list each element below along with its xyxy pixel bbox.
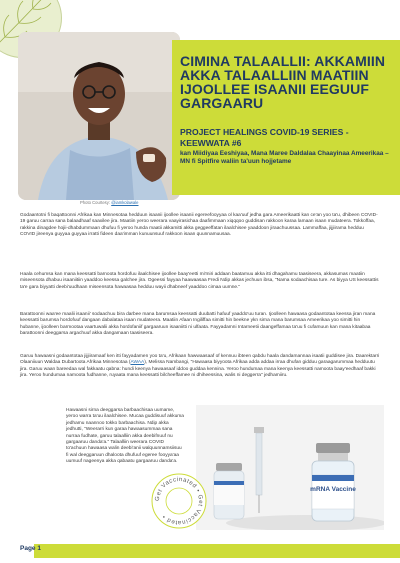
vial-label: mRNA Vaccine	[310, 486, 356, 493]
side-paragraph: Hawaasni sirna deeggarsa barbaachisaa uumame, yeroo warra ta'uu ilaalchisee. Mucaa guddisuuf akkuma jedhamu naannoo tokko barbaachisa. Ndip akka jedhutti, "Weerarri kun garaa hawaasummaa sana nurraa fudhate, garuu talaalliin akka deebifnuuf nu gargaaruu danda'a." Talaalliin weerara COVID to'achuun hawaasa walin deebi'anii walquunnamsiisuu fi wal deeggaruun dhaloota dhufuuf egeree fooyya'aa uumuuf nageenya akka qabaatu gargaaruu danda'a.	[66, 408, 184, 465]
byline: kan Miidiyaa Eeshiyaa, Mana Maree Daldalaa Chaayinaa Ameerikaa – MN fi Spitfire waliin ta'uun hojjetame	[180, 150, 389, 166]
hero-photo	[18, 32, 180, 200]
body-text: ), Melissa Nambangi, "Hawaasa biyyoota Afrikaa adda addaa irraa dhufan gidduu garaagarummaa hedduutu jira. Garuu waan bareedaa wal fakkaatu qabna: hundi keenya hawaasaaf iddoo guddaa kennina. Yeroo hundumaa mana keenya keessatti namoota baay'eedhaaf bakki jira. Yeroo hundumaa namoota fudhanne, ruyaata mana keessatti bilcheeffamee ni dhiheessina, walis ni deggerra" jedhamiiru.	[20, 360, 376, 379]
awaa-link[interactable]: AWAA	[130, 360, 145, 366]
get-vaccinated-stamp	[150, 472, 208, 530]
photo-credit-label: Photo Courtesy:	[80, 200, 112, 205]
vaccinated-man-illustration	[18, 32, 180, 200]
vaccine-vial-image	[196, 405, 384, 530]
photo-credit	[80, 200, 139, 205]
photo-credit-link[interactable]: @iamkolawale	[111, 200, 139, 205]
stamp-text: Get Vaccinated • Get Vaccinated •	[154, 476, 204, 526]
article-title: CIMINA TALAALLII: AKKAMIIN AKKA TALAALLIIN MAATIIN IJOOLLEE ISAANII EEGUUF GARGAARU	[180, 53, 386, 111]
body-paragraph: Godaantotni fi baqattoonni Afrikaa kan Minnesotaa hedduun isaanii ijoollee isaanii egereefooyyaa ol kaa'uuf jedha gara Ameerikaatti kan ce'an yoo ta'u, dhibeen COVID-19 garuu carraa sana balaadhaaf saaxilee jira. Maatiin yeroo weerara vaayirasichaa daafimmaan xiqqqoo guddisan rakkoon karaa lamaan isaan mudateera. Tokkoffaa, rakkina dinagdee hojii-dhabdummaan dhufuu fi yeroo hunda maatii akkamitti akka geggeeffatan ilaalchisee yaaddoon jiraachuussaa. Lammaffaa, jijjiirama hedduu COVID jireenya guyyaa guyyaa irratti fideen daa'imman kunuunsuuf rakkoon isaan quunnamuusaa.	[20, 213, 378, 238]
body-paragraph	[20, 354, 380, 380]
page-number: Page 1	[20, 545, 41, 552]
body-paragraph: Barattoonni waa'ee maalii isaanii' sodaachuu bira darbee mana barumsaa keessatti duubatti hafuuf yaaddo'uu turan. Ijoolleen hawaasa godaantotaa keessa jiran mana keessatti barumsa hordofuuf dangaan dabalataa isaan mudateera. Maatiin Afaan Ingiliffaa simitti hin beekne ykn sirna mana barumsaa Ameerikaa yoo simitti hin hubanne, ijoolleen barmootaa vaartuwalii akka hordofaniif gargaaruun isaaniitti ni ulfaata. Fayyadamni Intarneetii daangeffamaa ta'uu fi cufamuun kan mana kitaabaa barattoonni deeggarsa argachuuf akka dangamaan taasiseera.	[20, 312, 376, 337]
footer-bar	[34, 544, 400, 558]
body-paragraph: Haala cehumsa kan mana keessatti barnoota hordofuu ilaalchisee ijoollee baay'eetti mi'miri addaan baatamuu akka itti dhagahamu taasiseera, akkasumas maatiin miseensota dhabuu isaaniitiin yaaddoo keessa galchee jira. Ogeessi fayyaa haawaasaa Fredi Ndip akkas jechuun ibsa, "Nama sodaachisaa ture. As biyya US keessattis ta'e gara biyyatti deebi'uudhaan miseensota hawaasaa hedduu wayii dhabneef yaaddoo cimaa uumne."	[20, 272, 379, 290]
vaccine-vials-illustration	[196, 405, 384, 530]
series-title: PROJECT HEALINGS COVID-19 SERIES - KEEWWATA #6	[180, 127, 349, 148]
body-text: Garuu hawaasni godaantotaa jijjiiramaaf ken itti fayyadamen yoo ta'u, Afrikaan hawwaasaaf of kennuu ibteen qabdu haala dandamannaa isaatii guddisee jira. Daarektarri Olaaniiuun Waldaa Dubartoota Afrikaa Minnesotaa (	[20, 354, 380, 366]
